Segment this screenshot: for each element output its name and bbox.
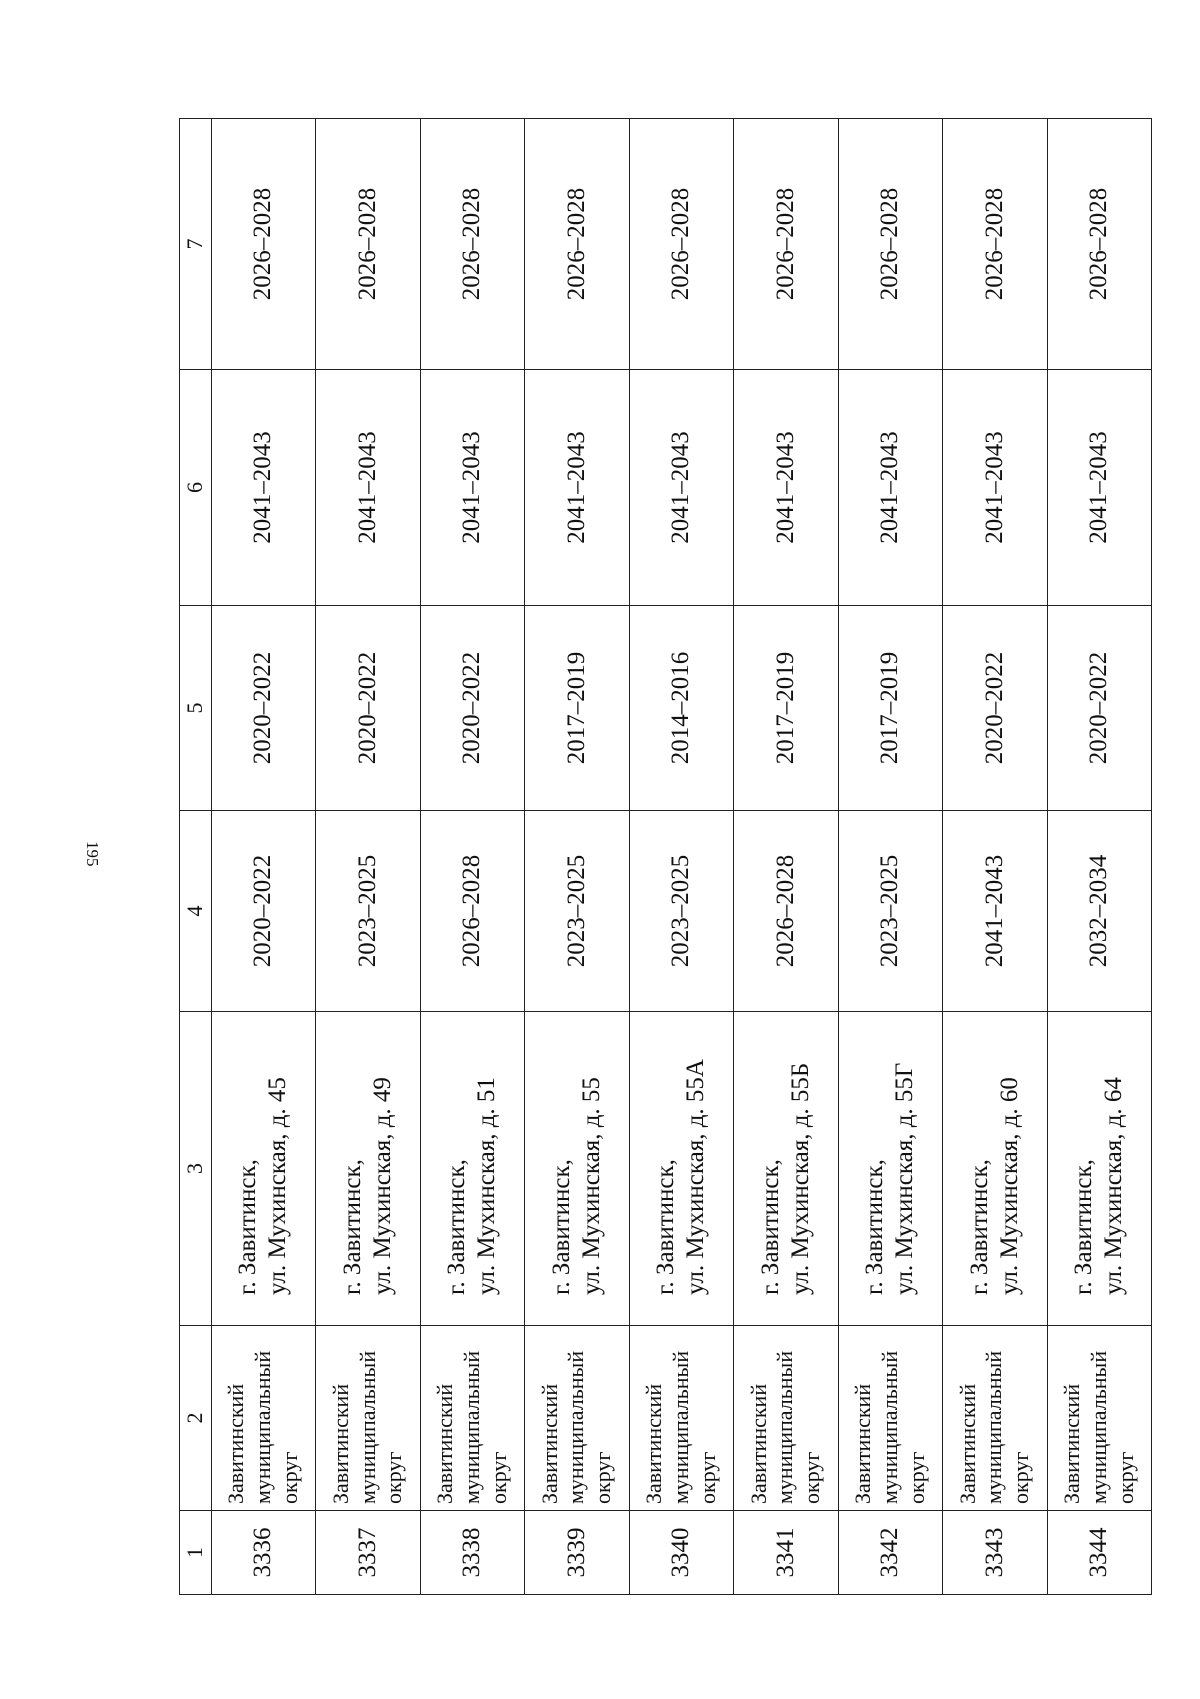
address-line: ул. Мухинская, д. 55 bbox=[577, 1077, 605, 1295]
address-cell bbox=[420, 1012, 524, 1326]
district-line: муниципальный bbox=[1085, 1350, 1111, 1504]
row-number-cell: 3337 bbox=[316, 1511, 420, 1595]
period-cell-col4: 2026–2028 bbox=[420, 811, 524, 1012]
period-cell-col6: 2041–2043 bbox=[838, 370, 942, 606]
address-line: ул. Мухинская, д. 55А bbox=[682, 1059, 710, 1295]
district-line: муниципальный bbox=[981, 1350, 1007, 1504]
address-line: г. Завитинск, bbox=[547, 1159, 575, 1295]
address-line: г. Завитинск, bbox=[338, 1159, 366, 1295]
district-line: округ bbox=[590, 1451, 616, 1504]
period-cell-col6: 2041–2043 bbox=[420, 370, 524, 606]
table-row bbox=[629, 119, 733, 1595]
district-line: Завитинский bbox=[223, 1383, 249, 1504]
address-cell bbox=[211, 1012, 315, 1326]
address-line: ул. Мухинская, д. 55Б bbox=[786, 1062, 814, 1295]
district-line: муниципальный bbox=[772, 1350, 798, 1504]
header-cell: 7 bbox=[180, 119, 212, 370]
table-row bbox=[211, 119, 315, 1595]
district-cell bbox=[211, 1326, 315, 1511]
address-cell bbox=[316, 1012, 420, 1326]
address-line: г. Завитинск, bbox=[861, 1159, 889, 1295]
period-cell-col5: 2017–2019 bbox=[838, 606, 942, 811]
address-cell bbox=[1047, 1012, 1152, 1326]
period-cell-col7: 2026–2028 bbox=[211, 119, 315, 370]
row-number-cell: 3336 bbox=[211, 1511, 315, 1595]
period-cell-col7: 2026–2028 bbox=[525, 119, 629, 370]
district-cell bbox=[420, 1326, 524, 1511]
table-row bbox=[734, 119, 838, 1595]
data-table bbox=[179, 118, 1152, 1595]
district-cell bbox=[525, 1326, 629, 1511]
header-cell: 3 bbox=[180, 1012, 212, 1326]
table-row bbox=[525, 119, 629, 1595]
period-cell-col6: 2041–2043 bbox=[316, 370, 420, 606]
row-number-cell: 3344 bbox=[1047, 1511, 1152, 1595]
period-cell-col5: 2020–2022 bbox=[943, 606, 1047, 811]
address-line: г. Завитинск, bbox=[1070, 1159, 1098, 1295]
table-row bbox=[838, 119, 942, 1595]
period-cell-col5: 2020–2022 bbox=[211, 606, 315, 811]
period-cell-col6: 2041–2043 bbox=[525, 370, 629, 606]
address-line: ул. Мухинская, д. 45 bbox=[264, 1077, 292, 1295]
address-line: г. Завитинск, bbox=[234, 1159, 262, 1295]
period-cell-col5: 2014–2016 bbox=[629, 606, 733, 811]
district-line: Завитинский bbox=[536, 1383, 562, 1504]
address-line: ул. Мухинская, д. 49 bbox=[368, 1077, 396, 1295]
period-cell-col7: 2026–2028 bbox=[420, 119, 524, 370]
address-line: ул. Мухинская, д. 51 bbox=[473, 1077, 501, 1295]
district-line: округ bbox=[903, 1451, 929, 1504]
district-cell bbox=[1047, 1326, 1152, 1511]
period-cell-col5: 2020–2022 bbox=[1047, 606, 1152, 811]
row-number-cell: 3339 bbox=[525, 1511, 629, 1595]
district-cell bbox=[316, 1326, 420, 1511]
period-cell-col4: 2023–2025 bbox=[316, 811, 420, 1012]
district-line: округ bbox=[1008, 1451, 1034, 1504]
row-number-cell: 3338 bbox=[420, 1511, 524, 1595]
header-row bbox=[180, 119, 212, 1595]
district-line: округ bbox=[694, 1451, 720, 1504]
period-cell-col5: 2017–2019 bbox=[734, 606, 838, 811]
row-number-cell: 3343 bbox=[943, 1511, 1047, 1595]
address-cell bbox=[838, 1012, 942, 1326]
district-line: Завитинский bbox=[1059, 1383, 1084, 1504]
period-cell-col4: 2041–2043 bbox=[943, 811, 1047, 1012]
district-line: округ bbox=[485, 1451, 511, 1504]
address-cell bbox=[734, 1012, 838, 1326]
period-cell-col4: 2023–2025 bbox=[629, 811, 733, 1012]
address-line: г. Завитинск, bbox=[443, 1159, 471, 1295]
district-line: округ bbox=[381, 1451, 407, 1504]
district-line: округ bbox=[1112, 1451, 1138, 1504]
district-line: Завитинский bbox=[641, 1383, 667, 1504]
district-cell bbox=[734, 1326, 838, 1511]
period-cell-col4: 2020–2022 bbox=[211, 811, 315, 1012]
district-line: Завитинский bbox=[745, 1383, 771, 1504]
address-cell bbox=[943, 1012, 1047, 1326]
period-cell-col7: 2026–2028 bbox=[1047, 119, 1152, 370]
table-frame bbox=[179, 119, 1152, 1595]
period-cell-col6: 2041–2043 bbox=[211, 370, 315, 606]
period-cell-col6: 2041–2043 bbox=[734, 370, 838, 606]
period-cell-col6: 2041–2043 bbox=[629, 370, 733, 606]
table-row bbox=[420, 119, 524, 1595]
period-cell-col7: 2026–2028 bbox=[316, 119, 420, 370]
district-line: Завитинский bbox=[850, 1383, 876, 1504]
header-cell: 1 bbox=[180, 1511, 212, 1595]
table-row bbox=[316, 119, 420, 1595]
district-line: муниципальный bbox=[459, 1350, 484, 1504]
district-line: Завитинский bbox=[954, 1383, 980, 1504]
period-cell-col4: 2023–2025 bbox=[838, 811, 942, 1012]
address-line: г. Завитинск, bbox=[652, 1159, 680, 1295]
district-line: округ bbox=[799, 1451, 825, 1504]
address-line: г. Завитинск, bbox=[965, 1159, 993, 1295]
table-row bbox=[943, 119, 1047, 1595]
period-cell-col4: 2026–2028 bbox=[734, 811, 838, 1012]
district-cell bbox=[838, 1326, 942, 1511]
table-body bbox=[180, 119, 1152, 1595]
address-line: ул. Мухинская, д. 60 bbox=[995, 1077, 1023, 1295]
period-cell-col4: 2023–2025 bbox=[525, 811, 629, 1012]
address-cell bbox=[525, 1012, 629, 1326]
table-row bbox=[1047, 119, 1152, 1595]
period-cell-col7: 2026–2028 bbox=[734, 119, 838, 370]
district-line: муниципальный bbox=[667, 1350, 693, 1504]
address-cell bbox=[629, 1012, 733, 1326]
period-cell-col6: 2041–2043 bbox=[943, 370, 1047, 606]
page-number: 195 bbox=[83, 841, 102, 867]
district-line: Завитинский bbox=[327, 1383, 353, 1504]
header-cell: 2 bbox=[180, 1326, 212, 1511]
district-cell bbox=[629, 1326, 733, 1511]
address-line: ул. Мухинская, д. 64 bbox=[1100, 1077, 1128, 1295]
period-cell-col7: 2026–2028 bbox=[838, 119, 942, 370]
district-line: Завитинский bbox=[432, 1383, 458, 1504]
period-cell-col6: 2041–2043 bbox=[1047, 370, 1152, 606]
period-cell-col5: 2020–2022 bbox=[316, 606, 420, 811]
period-cell-col5: 2020–2022 bbox=[420, 606, 524, 811]
row-number-cell: 3340 bbox=[629, 1511, 733, 1595]
row-number-cell: 3341 bbox=[734, 1511, 838, 1595]
address-line: г. Завитинск, bbox=[756, 1159, 784, 1295]
header-cell: 5 bbox=[180, 606, 212, 811]
district-line: муниципальный bbox=[563, 1350, 589, 1504]
district-line: округ bbox=[276, 1451, 302, 1504]
row-number-cell: 3342 bbox=[838, 1511, 942, 1595]
header-cell: 4 bbox=[180, 811, 212, 1012]
district-line: муниципальный bbox=[250, 1350, 276, 1504]
address-line: ул. Мухинская, д. 55Г bbox=[891, 1062, 919, 1295]
period-cell-col4: 2032–2034 bbox=[1047, 811, 1152, 1012]
district-cell bbox=[943, 1326, 1047, 1511]
period-cell-col7: 2026–2028 bbox=[943, 119, 1047, 370]
district-line: муниципальный bbox=[354, 1350, 380, 1504]
header-cell: 6 bbox=[180, 370, 212, 606]
district-line: муниципальный bbox=[876, 1350, 902, 1504]
period-cell-col5: 2017–2019 bbox=[525, 606, 629, 811]
period-cell-col7: 2026–2028 bbox=[629, 119, 733, 370]
